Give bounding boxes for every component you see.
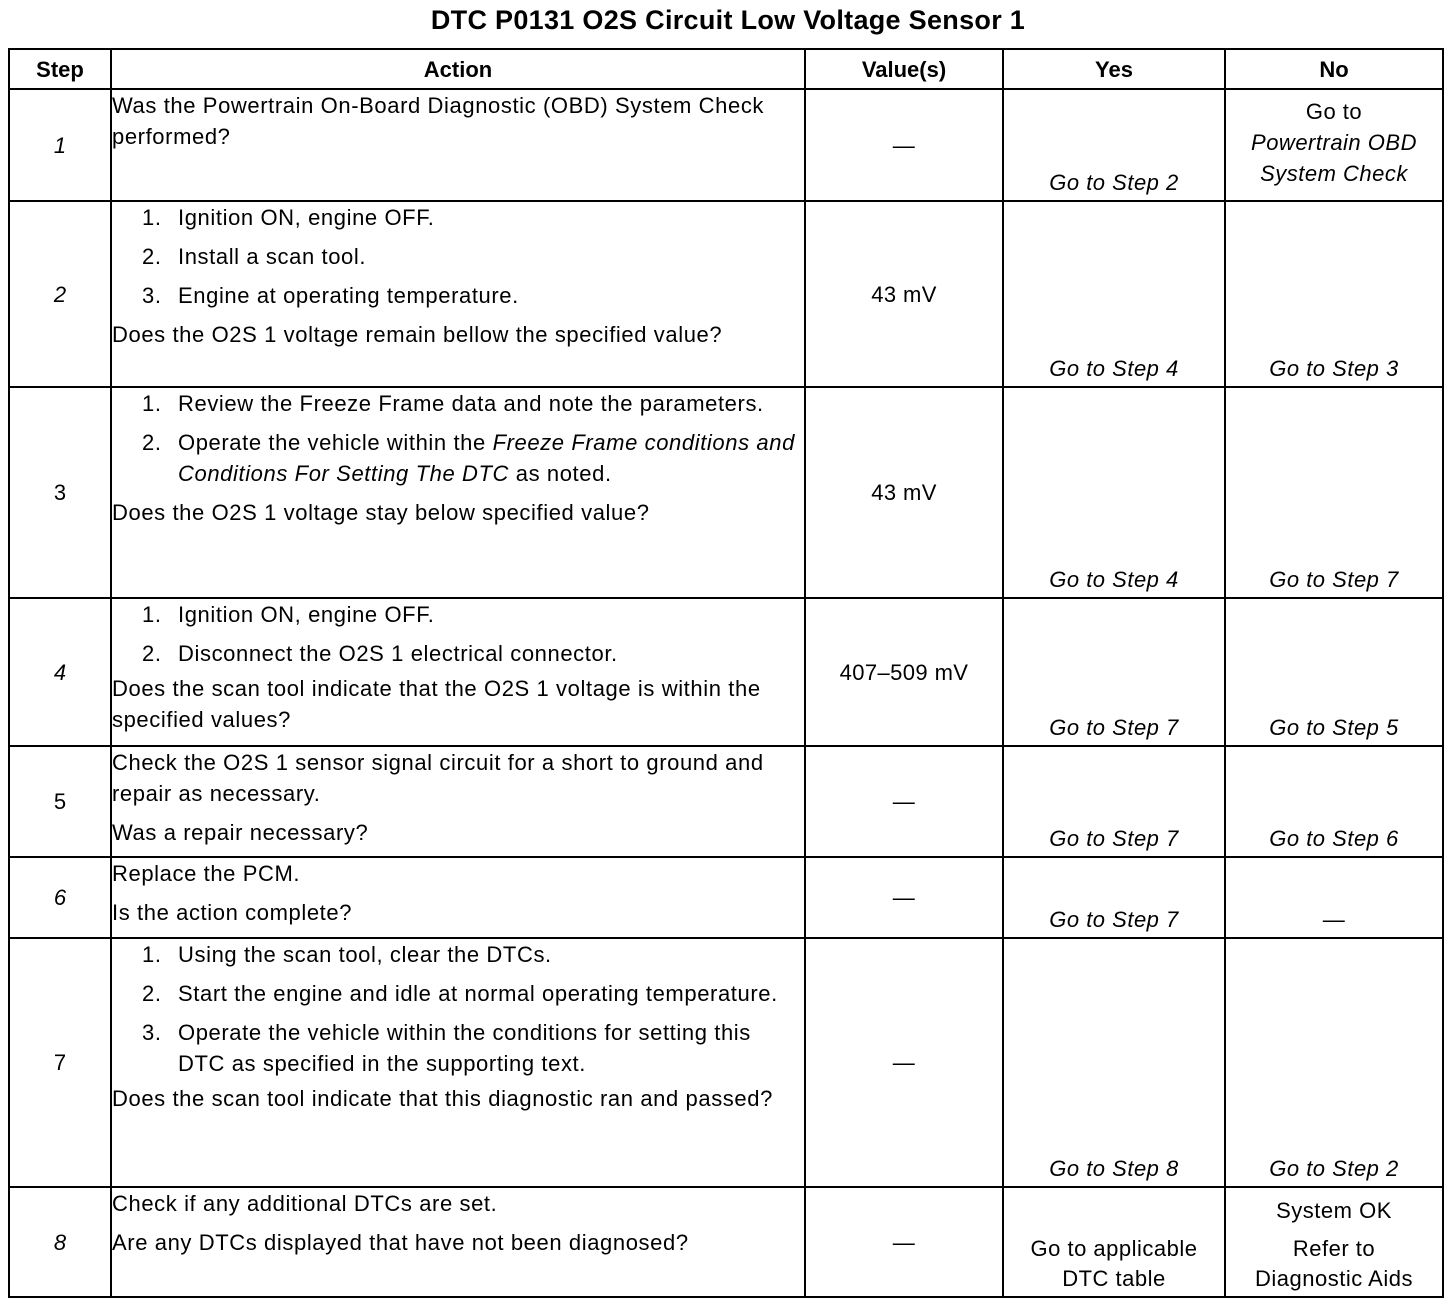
action-cell xyxy=(111,201,805,387)
table-row-step-7 xyxy=(9,938,1443,1187)
value-cell: — xyxy=(805,857,1003,938)
no-cell xyxy=(1225,857,1443,938)
no-goto: Go to Step 3 xyxy=(1269,356,1399,381)
list-item: 2. Start the engine and idle at normal operating temperature. xyxy=(142,981,778,1006)
no-goto: — xyxy=(1322,907,1346,932)
header-action: Action xyxy=(111,49,805,89)
action-cell xyxy=(111,746,805,857)
header-no: No xyxy=(1225,49,1443,89)
no-line-1: System OK xyxy=(1276,1198,1392,1223)
step-number: 6 xyxy=(9,857,111,938)
action-cell xyxy=(111,857,805,938)
step-number: 7 xyxy=(9,938,111,1187)
step-number: 3 xyxy=(9,387,111,598)
no-cell xyxy=(1225,598,1443,746)
action-text: Was the Powertrain On-Board Diagnostic (OBD) System Check performed? xyxy=(112,93,765,149)
no-cell xyxy=(1225,938,1443,1187)
header-yes: Yes xyxy=(1003,49,1225,89)
action-text: Replace the PCM. xyxy=(112,861,301,886)
list-item: 3. Operate the vehicle within the conditions for setting this DTC as specified in the supporting text. xyxy=(142,1020,751,1076)
yes-goto: Go to Step 4 xyxy=(1049,356,1179,381)
no-cell xyxy=(1225,201,1443,387)
action-question: Does the scan tool indicate that this diagnostic ran and passed? xyxy=(112,1086,773,1111)
value-cell: — xyxy=(805,938,1003,1187)
action-cell xyxy=(111,598,805,746)
action-cell xyxy=(111,89,805,201)
action-question: Are any DTCs displayed that have not been diagnosed? xyxy=(112,1230,689,1255)
step-number: 2 xyxy=(9,201,111,387)
action-question: Does the scan tool indicate that the O2S 1 voltage is within the specified values? xyxy=(112,676,761,732)
no-goto xyxy=(1226,1196,1442,1294)
yes-goto: Go to Step 7 xyxy=(1049,826,1179,851)
yes-cell xyxy=(1003,201,1225,387)
yes-cell xyxy=(1003,857,1225,938)
value-cell: 43 mV xyxy=(805,387,1003,598)
yes-cell xyxy=(1003,387,1225,598)
header-row xyxy=(9,49,1443,89)
no-line-3: Diagnostic Aids xyxy=(1255,1266,1413,1291)
action-question: Was a repair necessary? xyxy=(112,820,369,845)
no-goto: Go to Step 2 xyxy=(1269,1156,1399,1181)
no-cell xyxy=(1225,387,1443,598)
yes-goto: Go to Step 7 xyxy=(1049,907,1179,932)
table-row-step-6 xyxy=(9,857,1443,938)
action-text: Check if any additional DTCs are set. xyxy=(112,1191,498,1216)
list-item: 1. Review the Freeze Frame data and note the parameters. xyxy=(142,391,764,416)
step-number: 8 xyxy=(9,1187,111,1297)
list-item: 3. Engine at operating temperature. xyxy=(142,283,519,308)
action-question: Does the O2S 1 voltage remain bellow the specified value? xyxy=(112,322,723,347)
list-item: 2. Disconnect the O2S 1 electrical connector. xyxy=(142,641,618,666)
list-item: 1. Ignition ON, engine OFF. xyxy=(142,205,435,230)
page-title: DTC P0131 O2S Circuit Low Voltage Sensor 1 xyxy=(430,5,1026,35)
header-step: Step xyxy=(9,49,111,89)
yes-cell xyxy=(1003,1187,1225,1297)
action-list xyxy=(112,939,804,1079)
action-cell xyxy=(111,1187,805,1297)
list-item: 1. Ignition ON, engine OFF. xyxy=(142,602,435,627)
step-number: 4 xyxy=(9,598,111,746)
value-cell: — xyxy=(805,89,1003,201)
table-row-step-2 xyxy=(9,201,1443,387)
yes-line-2: DTC table xyxy=(1062,1266,1166,1291)
yes-line-1: Go to applicable xyxy=(1030,1236,1198,1261)
action-question: Is the action complete? xyxy=(112,900,353,925)
action-cell xyxy=(111,938,805,1187)
no-goto: Go to Step 7 xyxy=(1269,567,1399,592)
no-line-2: Refer to xyxy=(1292,1236,1376,1261)
action-list xyxy=(112,388,804,489)
no-line-3: System Check xyxy=(1260,161,1408,186)
header-values: Value(s) xyxy=(805,49,1003,89)
yes-goto: Go to Step 4 xyxy=(1049,567,1179,592)
action-question: Does the O2S 1 voltage stay below specified value? xyxy=(112,500,650,525)
no-line-1: Go to xyxy=(1305,99,1363,124)
action-cell xyxy=(111,387,805,598)
yes-cell xyxy=(1003,938,1225,1187)
list-item: 2. Operate the vehicle within the Freeze Frame conditions and Conditions For Setting The DTC as noted. xyxy=(142,430,795,486)
no-line-2: Powertrain OBD xyxy=(1251,130,1417,155)
value-cell: 407–509 mV xyxy=(805,598,1003,746)
yes-goto: Go to Step 2 xyxy=(1049,170,1179,195)
list-item: 1. Using the scan tool, clear the DTCs. xyxy=(142,942,552,967)
step-number: 5 xyxy=(9,746,111,857)
yes-goto: Go to Step 7 xyxy=(1049,715,1179,740)
no-goto: Go to Step 5 xyxy=(1269,715,1399,740)
table-row-step-4 xyxy=(9,598,1443,746)
action-list xyxy=(112,599,804,669)
step-number: 1 xyxy=(9,89,111,201)
value-cell: — xyxy=(805,746,1003,857)
table-row-step-3 xyxy=(9,387,1443,598)
no-cell xyxy=(1225,1187,1443,1297)
no-cell xyxy=(1225,746,1443,857)
action-list xyxy=(112,202,804,311)
table-row-step-8 xyxy=(9,1187,1443,1297)
table-row-step-1 xyxy=(9,89,1443,201)
list-item: 2. Install a scan tool. xyxy=(142,244,367,269)
value-cell: 43 mV xyxy=(805,201,1003,387)
table-row-step-5 xyxy=(9,746,1443,857)
diagnostic-table xyxy=(8,48,1444,1298)
yes-goto: Go to Step 8 xyxy=(1049,1156,1179,1181)
action-text: Check the O2S 1 sensor signal circuit for a short to ground and repair as necessary. xyxy=(112,750,764,806)
yes-cell xyxy=(1003,746,1225,857)
yes-cell xyxy=(1003,598,1225,746)
value-cell: — xyxy=(805,1187,1003,1297)
no-cell xyxy=(1225,89,1443,201)
no-goto: Go to Step 6 xyxy=(1269,826,1399,851)
yes-goto xyxy=(1004,1234,1224,1294)
yes-cell xyxy=(1003,89,1225,201)
